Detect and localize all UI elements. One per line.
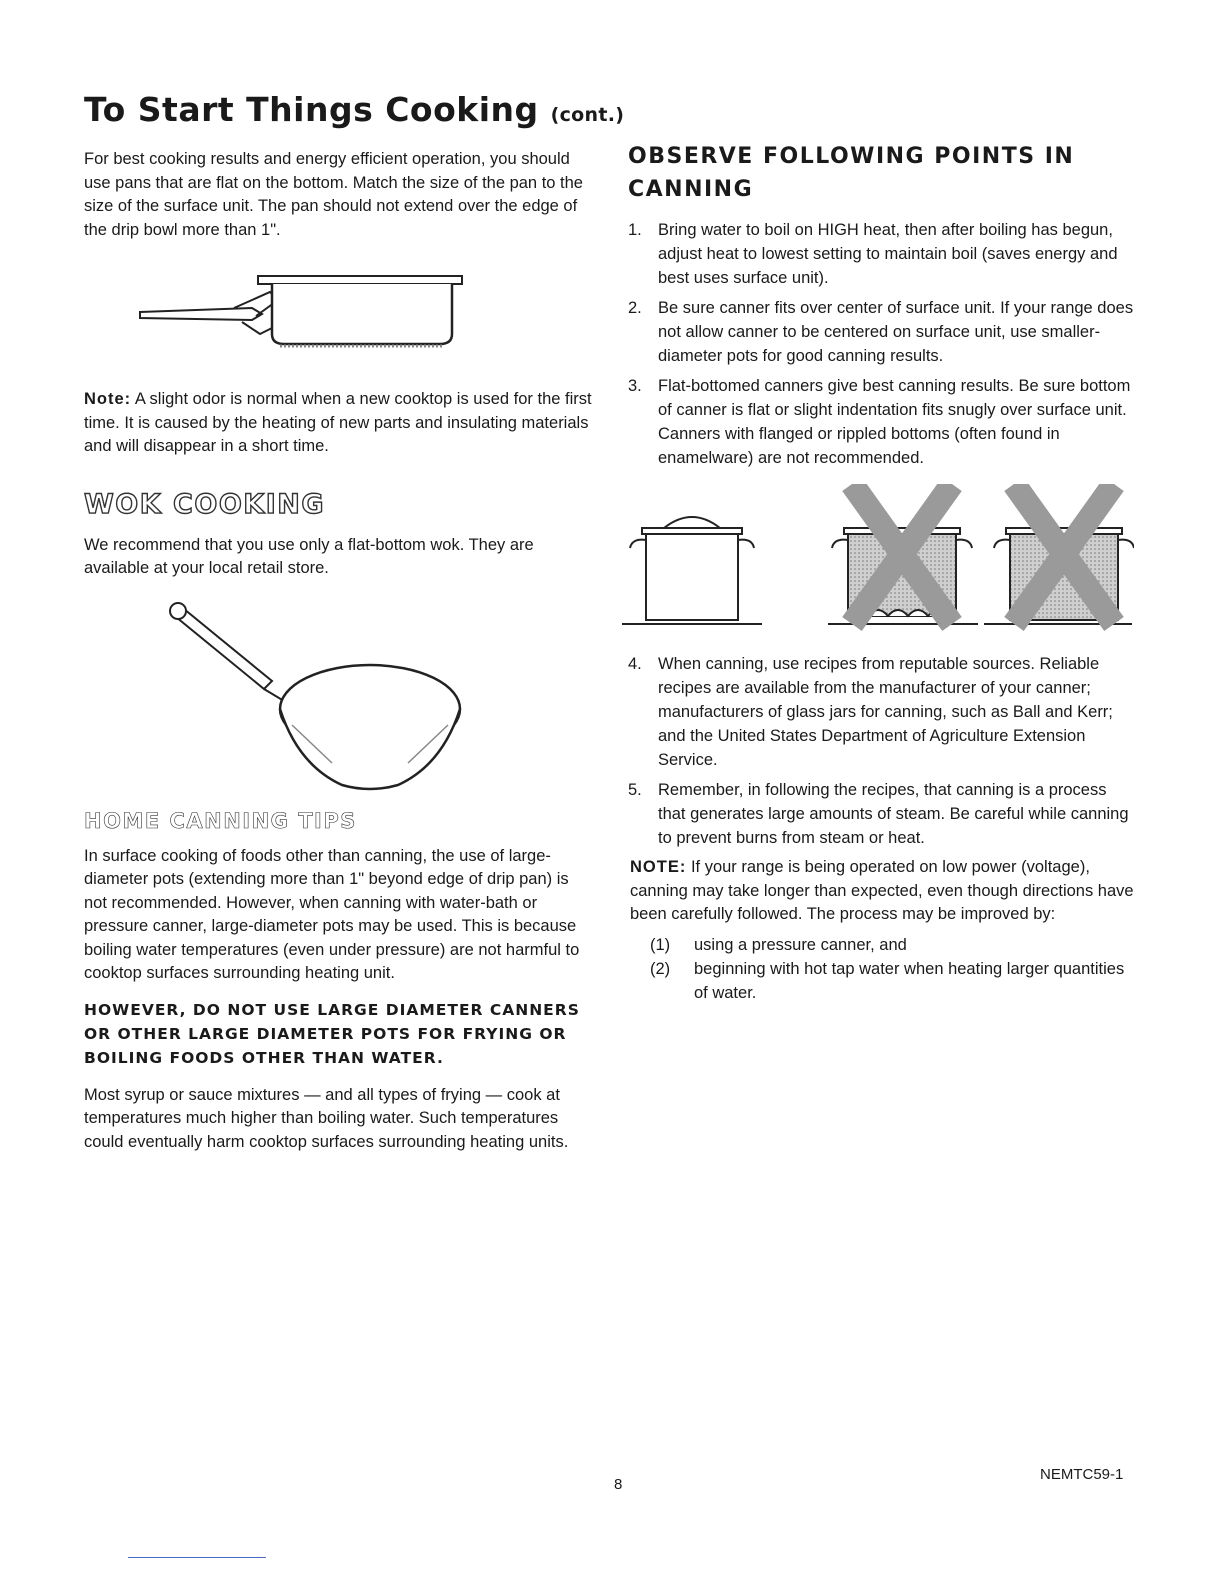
good-canner-icon: [622, 517, 762, 624]
page-title-main: To Start Things Cooking: [84, 90, 539, 129]
note-label: Note:: [84, 390, 132, 408]
page-title-suffix: (cont.): [550, 104, 625, 126]
canning-list-bottom: [622, 652, 1134, 850]
canning-item-3: 3. Flat-bottomed canners give best canning results. Be sure bottom of canner is flat or slight indentation fits snugly over surface unit. Canners with flanged or rippled bottoms (often found in enamelware) are not recommended.: [628, 377, 1131, 467]
canning-item-1: 1. Bring water to boil on HIGH heat, then after boiling has begun, adjust heat to lowest setting to maintain boil (saves energy and best uses surface unit).: [628, 221, 1118, 287]
observe-heading: OBSERVE FOLLOWING POINTS IN CANNING: [628, 144, 1075, 202]
divider: [128, 1557, 266, 1558]
page-title: [84, 90, 624, 129]
right-column: [622, 140, 1134, 1005]
home-canning-paragraph: In surface cooking of foods other than canning, the use of large-diameter pots (extending more than 1" beyond edge of drip pan) is not recommended. However, when canning with water-bath or pressure canner, large-diameter pots may be used. This is because boiling water temperatures (even under pressure) are not harmful to cooktop surfaces surrounding heating unit.: [84, 846, 580, 982]
note-paragraph: [84, 388, 592, 459]
rippled-canner-icon: [984, 484, 1134, 624]
left-column: [84, 148, 592, 1166]
warning-text: HOWEVER, DO NOT USE LARGE DIAMETER CANNERS OR OTHER LARGE DIAMETER POTS FOR FRYING OR BOILING FOODS OTHER THAN WATER.: [84, 1000, 580, 1067]
canning-item-5: 5. Remember, in following the recipes, that canning is a process that generates large amounts of steam. Be careful while canning to prevent burns from steam or heat.: [628, 781, 1129, 847]
canning-list-top: [622, 218, 1134, 470]
canning-note: [622, 856, 1134, 927]
intro-paragraph: For best cooking results and energy efficient operation, you should use pans that are flat on the bottom. Match the size of the pan to the size of the surface unit. The pan should not extend over the edge of the drip bowl more than 1".: [84, 150, 583, 239]
wok-cooking-heading: WOK COOKING: [84, 488, 326, 520]
home-canning-heading: HOME CANNING TIPS: [84, 808, 357, 833]
document-code: NEMTC59-1: [1040, 1466, 1124, 1483]
note-text: A slight odor is normal when a new cooktop is used for the first time. It is caused by the heating of new parts and insulating materials and will disappear in a short time.: [84, 390, 592, 455]
wok-paragraph: We recommend that you use only a flat-bottom wok. They are available at your local retail store.: [84, 535, 534, 577]
improvement-list: [650, 933, 1134, 1005]
canning-note-text: If your range is being operated on low power (voltage), canning may take longer than expected, even though directions have been carefully followed. The process may be improved by:: [630, 858, 1134, 923]
canning-note-label: NOTE:: [630, 858, 687, 876]
canner-comparison-illustration: [622, 484, 1134, 634]
skillet-illustration: [84, 264, 592, 374]
flanged-canner-icon: [828, 484, 978, 624]
improvement-item-2: (2) beginning with hot tap water when heating larger quantities of water.: [650, 959, 1125, 1002]
canning-item-4: 4. When canning, use recipes from reputable sources. Reliable recipes are available from the manufacturer of your canner; manufacturers of glass jars for canning, such as Ball and Kerr; and the United States Department of Agriculture Extension Service.: [628, 655, 1113, 769]
improvement-item-1: (1) using a pressure canner, and: [650, 935, 907, 954]
canning-item-2: 2. Be sure canner fits over center of surface unit. If your range does not allow canner to be centered on surface unit, use smaller-diameter pots for good canning results.: [628, 299, 1134, 365]
syrup-paragraph: Most syrup or sauce mixtures — and all types of frying — cook at temperatures much higher than boiling water. Such temperatures could eventually harm cooktop surfaces surrounding heating units.: [84, 1085, 569, 1151]
wok-illustration: [84, 593, 592, 803]
page-number: 8: [614, 1476, 623, 1493]
